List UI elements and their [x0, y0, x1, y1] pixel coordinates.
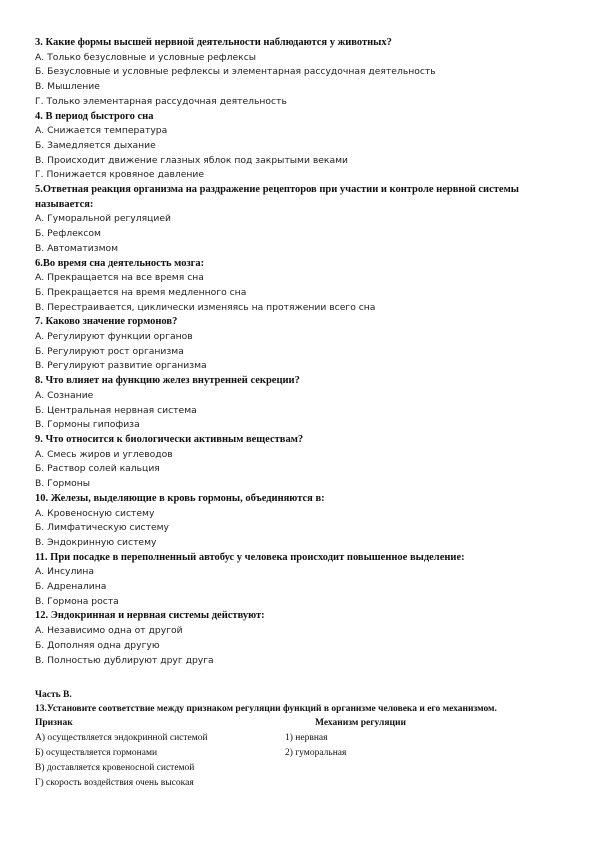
task-13-text: 13.Установите соответствие между признаком регуляции функций в организме человека и его механизмом.	[35, 704, 497, 714]
answer-option: Б. Дополняя одна другую	[35, 639, 160, 651]
question-text: 10. Железы, выделяющие в кровь гормоны, объединяются в:	[35, 492, 325, 504]
answer-option: В. Регулируют развитие организма	[35, 360, 207, 372]
answer-option: А. Только безусловные и условные рефлексы	[35, 51, 257, 63]
answer-option: А. Прекращается на все время сна	[35, 272, 204, 284]
question-text: 7. Каково значение гормонов?	[35, 316, 178, 328]
answer-option: Б. Рефлексом	[35, 228, 101, 240]
answer-option: Б. Адреналина	[35, 581, 107, 593]
answer-option: А. Регулируют функции органов	[35, 331, 193, 343]
question-text: 9. Что относится к биологически активным веществам?	[35, 433, 304, 445]
answer-option: В. Полностью дублируют друг друга	[35, 654, 214, 666]
answer-option: Б. Регулируют рост организма	[35, 345, 184, 357]
part-b-heading: Часть В.	[35, 690, 72, 700]
answer-option: Г. Понижается кровяное давление	[35, 169, 205, 181]
answer-option: А. Сознание	[35, 389, 94, 401]
questions-list	[35, 36, 565, 668]
row-sign: Г) скорость воздействия очень высокая	[35, 778, 194, 788]
row-sign: В) доставляется кровеносной системой	[35, 763, 195, 773]
answer-option: А. Гуморальной регуляцией	[35, 213, 171, 225]
row-sign: А) осуществляется эндокринной системой	[35, 733, 208, 743]
answer-option: Б. Прекращается на время медленного сна	[35, 286, 247, 298]
answer-option: В. Гормоны	[35, 478, 91, 490]
answer-option: А. Инсулина	[35, 566, 94, 578]
answer-option: Б. Безусловные и условные рефлексы и элементарная рассудочная деятельность	[35, 66, 436, 78]
answer-option: В. Автоматизмом	[35, 242, 119, 254]
question-text: 11. При посадке в переполненный автобус у человека происходит повышенное выделение:	[35, 551, 465, 563]
answer-option: А. Кровеносную систему	[35, 507, 155, 519]
table-row	[35, 748, 565, 763]
table-row	[35, 733, 565, 748]
answer-option: А. Независимо одна от другой	[35, 625, 183, 637]
row-mechanism: 2) гуморальная	[285, 748, 347, 758]
table-header	[35, 718, 565, 733]
row-sign: Б) осуществляется гормонами	[35, 748, 158, 758]
answer-option: Б. Лимфатическую систему	[35, 522, 169, 534]
col-header-mechanism: Механизм регуляции	[315, 718, 406, 728]
answer-option: Г. Только элементарная рассудочная деятельность	[35, 95, 287, 107]
answer-option: Б. Раствор солей кальция	[35, 463, 160, 475]
part-b-section	[35, 688, 565, 793]
answer-option: Б. Замедляется дыхание	[35, 139, 156, 151]
answer-option: А. Снижается температура	[35, 125, 168, 137]
question-text: 12. Эндокринная и нервная системы действуют:	[35, 610, 265, 622]
question-text: 8. Что влияет на функцию желез внутренней секреции?	[35, 375, 300, 387]
table-row	[35, 778, 565, 793]
question-text: 6.Во время сна деятельность мозга:	[35, 257, 205, 269]
question-text: 5.Ответная реакция организма на раздражение рецепторов при участии и контроле нервной системы называется:	[35, 184, 519, 210]
answer-option: В. Эндокринную систему	[35, 536, 157, 548]
answer-option: В. Перестраивается, циклически изменяясь на протяжении всего сна	[35, 301, 376, 313]
answer-option: В. Происходит движение глазных яблок под закрытыми веками	[35, 154, 349, 166]
answer-option: В. Гормоны гипофиза	[35, 419, 140, 431]
answer-option: В. Гормона роста	[35, 595, 119, 607]
question-text: 3. Какие формы высшей нервной деятельности наблюдаются у животных?	[35, 37, 392, 48]
answer-option: В. Мышление	[35, 81, 100, 93]
answer-option: Б. Центральная нервная система	[35, 404, 197, 416]
row-mechanism: 1) нервная	[285, 733, 328, 743]
col-header-sign: Признак	[35, 718, 73, 728]
question-text: 4. В период быстрого сна	[35, 110, 154, 122]
table-row	[35, 763, 565, 778]
answer-option: А. Смесь жиров и углеводов	[35, 448, 173, 460]
